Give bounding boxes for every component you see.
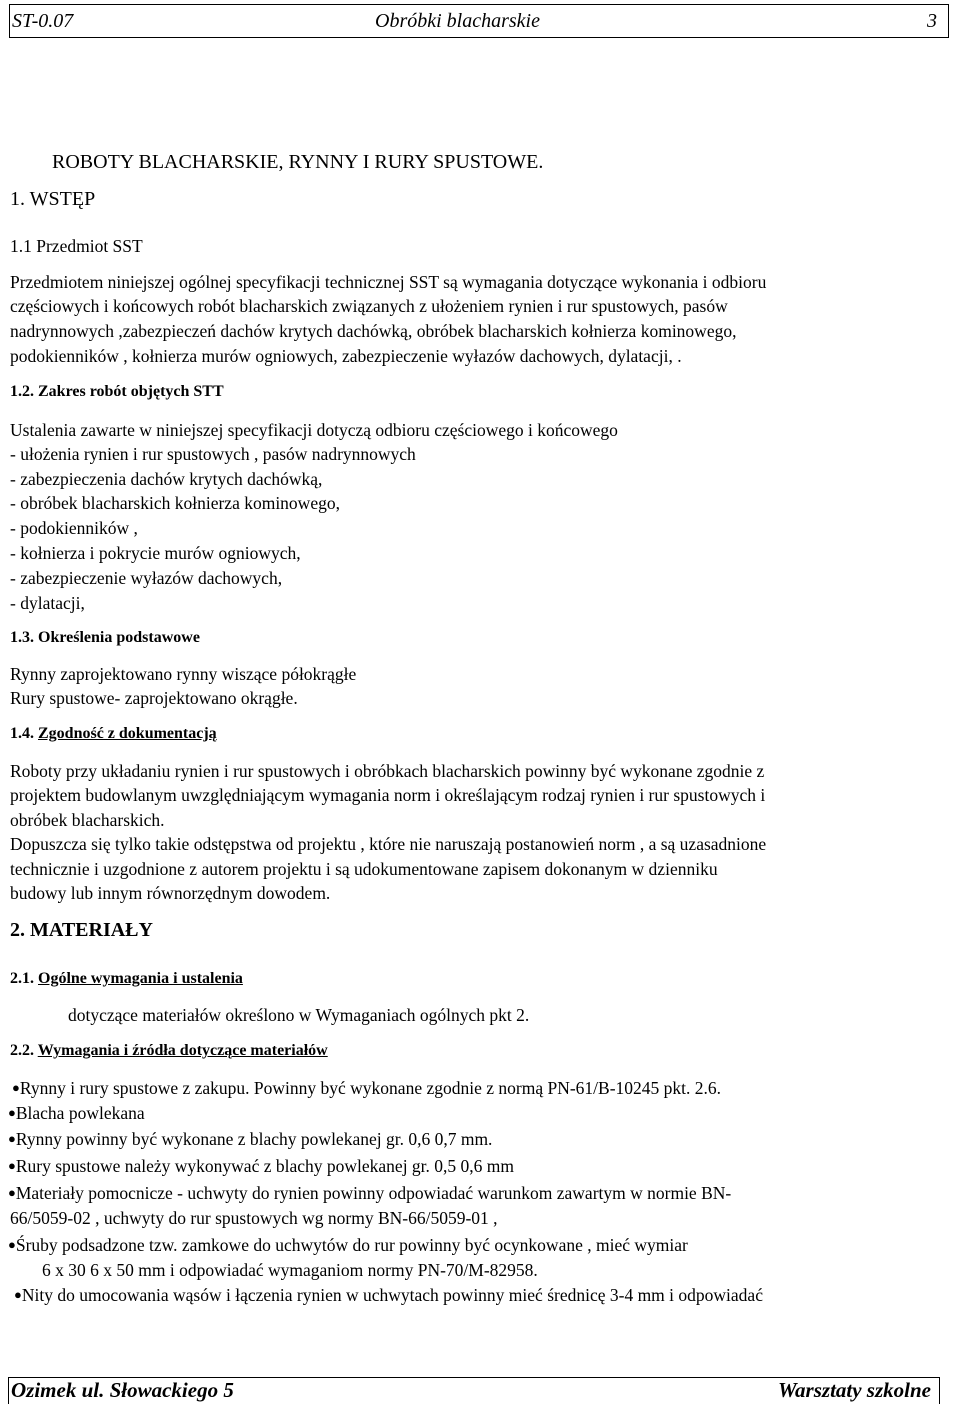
list-item: - kołnierza i pokrycie murów ogniowych, [10,543,301,563]
subsection-2-1-heading [10,967,243,991]
paragraph-line: Rury spustowe- zaprojektowano okrągłe. [10,688,298,708]
section-1-heading: 1. WSTĘP [10,188,96,210]
bullet-icon: ● [8,1158,16,1173]
paragraph-line: podokienników , kołnierza murów ogniowych, zabezpieczenie wyłazów dachowych, dylatacji, . [10,346,682,366]
bullet-item: ●Rynny powinny być wykonane z blachy powlekanej gr. 0,6 0,7 mm. [8,1129,493,1149]
bullet-icon: ● [8,1105,16,1120]
bullet-continuation: 66/5059-02 , uchwyty do rur spustowych wg normy BN-66/5059-01 , [10,1208,498,1228]
heading-number: 1.4. [10,725,34,742]
list-item: - obróbek blacharskich kołnierza kominowego, [10,493,340,513]
list-item: - zabezpieczenie wyłazów dachowych, [10,568,283,588]
bullet-icon: ● [14,1287,22,1302]
list-item: - zabezpieczenia dachów krytych dachówką, [10,469,323,489]
paragraph-line: Rynny zaprojektowano rynny wiszące półokrągłe [10,664,357,684]
page-footer [8,1377,940,1404]
subsection-1-3-heading: 1.3. Określenia podstawowe [10,629,200,646]
heading-text: Ogólne wymagania i ustalenia [38,970,243,987]
paragraph-line: Przedmiotem niniejszej ogólnej specyfikacji technicznej SST są wymagania dotyczące wykonania i odbioru [10,272,767,292]
spec-code: ST-0.07 [12,10,74,32]
list-item: - ułożenia rynien i rur spustowych , pasów nadrynnowych [10,444,416,464]
doc-title: ROBOTY BLACHARSKIE, RYNNY I RURY SPUSTOWE. [52,151,544,173]
bullet-item: ●Śruby podsadzone tzw. zamkowe do uchwytów do rur powinny być ocynkowane , mieć wymiar [8,1235,688,1255]
bullet-item: ●Rury spustowe należy wykonywać z blachy powlekanej gr. 0,5 0,6 mm [8,1156,515,1176]
bullet-icon: ● [8,1131,16,1146]
bullet-item: ●Rynny i rury spustowe z zakupu. Powinny być wykonane zgodnie z normą PN-61/B-10245 pkt. 2.6. [12,1078,722,1098]
paragraph-line: budowy lub innym równorzędnym dowodem. [10,883,331,903]
bullet-item: ●Blacha powlekana [8,1103,145,1123]
footer-address: Ozimek ul. Słowackiego 5 [11,1378,234,1402]
list-item: - dylatacji, [10,593,85,613]
paragraph-line: dotyczące materiałów określono w Wymaganiach ogólnych pkt 2. [68,1005,530,1025]
heading-text: Zgodność z dokumentacją [38,725,217,742]
footer-location: Warsztaty szkolne [777,1378,931,1402]
paragraph-line: obróbek blacharskich. [10,810,165,830]
heading-number: 2.2. [10,1042,34,1059]
list-item: - podokienników , [10,518,138,538]
bullet-item: ●Materiały pomocnicze - uchwyty do rynien powinny odpowiadać warunkom zawartym w normie BN- [8,1183,732,1203]
paragraph-line: Ustalenia zawarte w niniejszej specyfikacji dotyczą odbioru częściowego i końcowego [10,420,618,440]
paragraph-line: projektem budowlanym uwzględniającym wymagania norm i określającym rodzaj rynien i rur spustowych i [10,785,766,805]
header-title: Obróbki blacharskie [375,10,540,32]
heading-number: 2.1. [10,970,34,987]
page-number: 3 [927,10,937,32]
bullet-continuation: 6 x 30 6 x 50 mm i odpowiadać wymaganiom normy PN-70/M-82958. [42,1260,538,1280]
paragraph-line: technicznie i uzgodnione z autorem projektu i są udokumentowane zapisem dokonanym w dzienniku [10,859,718,879]
bullet-icon: ● [8,1237,16,1252]
paragraph-line: Dopuszcza się tylko takie odstępstwa od projektu , które nie naruszają postanowień norm , a są uzasadnione [10,834,767,854]
section-2-heading: 2. MATERIAŁY [10,919,153,941]
paragraph-line: częściowych i końcowych robót blacharskich związanych z ułożeniem rynien i rur spustowych, pasów [10,296,728,316]
heading-text: Wymagania i źródła dotyczące materiałów [37,1042,328,1059]
bullet-icon: ● [8,1185,16,1200]
subsection-2-2-heading [10,1039,328,1063]
subsection-1-4-heading [10,722,217,746]
subsection-1-1-heading: 1.1 Przedmiot SST [10,236,143,256]
subsection-1-2-heading: 1.2. Zakres robót objętych STT [10,383,224,400]
bullet-item: ●Nity do umocowania wąsów i łączenia rynien w uchwytach powinny mieć średnicę 3-4 mm i odpowiadać [14,1285,763,1305]
paragraph-line: nadrynnowych ,zabezpieczeń dachów krytych dachówką, obróbek blacharskich kołnierza kominowego, [10,321,737,341]
paragraph-line: Roboty przy układaniu rynien i rur spustowych i obróbkach blacharskich powinny być wykonane zgodnie z [10,761,765,781]
bullet-icon: ● [12,1080,20,1095]
page-header [9,4,949,38]
